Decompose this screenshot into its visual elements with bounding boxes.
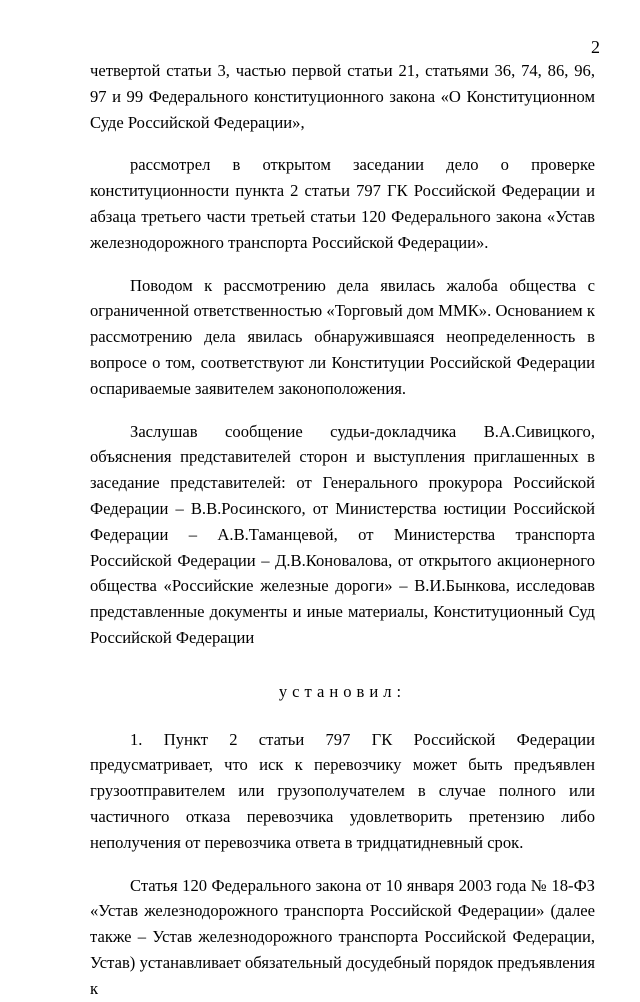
document-body: [90, 58, 595, 1002]
paragraph-hearing: Заслушав сообщение судьи-докладчика В.А.Сивицкого, объяснения представителей сторон и выступления приглашенных в заседание представителей: от Генерального прокурора Российской Федерации – В.В.Росинского, от Министерства юстиции Российской Федерации – А.В.Таманцевой, от Министерства транспорта Российской Федерации – Д.В.Коновалова, от открытого акционерного общества «Российские железные дороги» – В.И.Бынкова, исследовав представленные документы и иные материалы, Конституционный Суд Российской Федерации: [90, 421, 595, 647]
paragraph-intro-continuation: четвертой статьи 3, частью первой статьи 21, статьями 36, 74, 86, 96, 97 и 99 Федерального конституционного закона «О Конституционном Суде Российской Федерации»,: [90, 61, 595, 132]
page-number: 2: [591, 37, 600, 57]
paragraph-article-120: Статья 120 Федерального закона от 10 января 2003 года № 18-ФЗ «Устав железнодорожного транспорта Российской Федерации» (далее также – Устав железнодорожного транспорта Российской Федерации, Устав) устанавливает обязательный досудебный порядок предъявления к: [90, 875, 595, 998]
paragraph-considered: рассмотрел в открытом заседании дело о проверке конституционности пункта 2 статьи 797 ГК Российской Федерации и абзаца третьего части третьей статьи 120 Федерального закона «Устав железнодорожного транспорта Российской Федерации».: [90, 155, 595, 252]
section-heading: установил:: [278, 681, 407, 701]
paragraph-grounds: Поводом к рассмотрению дела явилась жалоба общества с ограниченной ответственностью «Торговый дом ММК». Основанием к рассмотрению дела явилась обнаружившаяся неопределенность в вопросе о том, соответствуют ли Конституции Российской Федерации оспариваемые заявителем законоположения.: [90, 275, 595, 398]
paragraph-point-1: 1. Пункт 2 статьи 797 ГК Российской Федерации предусматривает, что иск к перевозчику может быть предъявлен грузоотправителем или грузополучателем в случае полного или частичного отказа перевозчика удовлетворить претензию либо неполучения от перевозчика ответа в тридцатидневный срок.: [90, 729, 595, 852]
